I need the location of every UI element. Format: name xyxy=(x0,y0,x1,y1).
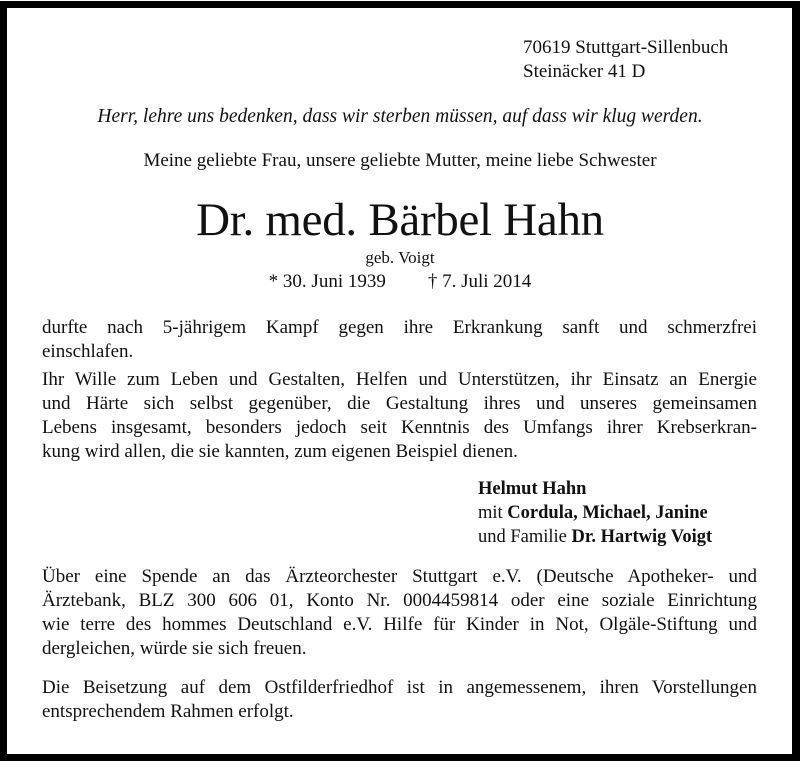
signer-sibling: Dr. Hartwig Voigt xyxy=(571,527,713,547)
text-line: kung wird allen, die sie kannten, zum eigenen Beispiel dienen. xyxy=(42,441,518,462)
signers-block xyxy=(478,477,712,549)
signer-line-2 xyxy=(478,501,712,525)
birth-date: * 30. Juni 1939 xyxy=(268,271,386,292)
address-block xyxy=(523,36,728,84)
maiden-name: geb. Voigt xyxy=(365,248,435,267)
text-line: wie terre des hommes Deutschland e.V. Hilfe für Kinder in Not, Olgäle-Stiftung und xyxy=(42,614,757,635)
paragraph-passing xyxy=(42,316,757,364)
intro-line: Meine geliebte Frau, unsere geliebte Mutter, meine liebe Schwester xyxy=(143,150,657,171)
death-date: † 7. Juli 2014 xyxy=(427,271,532,292)
text-line: entsprechendem Rahmen erfolgt. xyxy=(42,701,294,722)
signer-line-1 xyxy=(478,477,712,501)
signer-prefix: und Familie xyxy=(478,527,567,547)
text-line: Ihr Wille zum Leben und Gestalten, Helfen und Unterstützen, ihr Einsatz an Energie xyxy=(42,369,757,390)
text-line: Über eine Spende an das Ärzteorchester Stuttgart e.V. (Deutsche Apotheker- und xyxy=(42,566,757,587)
text-line: durfte nach 5-jährigem Kampf gegen ihre Erkrankung sanft und schmerzfrei xyxy=(42,317,757,338)
text-line: Ärztebank, BLZ 300 606 01, Konto Nr. 0004459814 oder eine soziale Einrichtung xyxy=(42,590,757,611)
text-line: und Härte sich selbst gegenüber, die Gestaltung ihres und unseres gemeinsamen xyxy=(42,393,757,414)
text-line: dergleichen, würde sie sich freuen. xyxy=(42,638,307,659)
text-line: einschlafen. xyxy=(42,341,134,362)
signer-children: Cordula, Michael, Janine xyxy=(507,503,708,523)
paragraph-burial xyxy=(42,676,757,724)
signer-spouse: Helmut Hahn xyxy=(478,479,587,499)
paragraph-tribute xyxy=(42,368,757,464)
deceased-name: Dr. med. Bärbel Hahn xyxy=(196,194,604,246)
signer-prefix: mit xyxy=(478,503,503,523)
text-line: Lebens insgesamt, besonders jedoch seit Kenntnis des Umfangs ihrer Krebserkran- xyxy=(42,417,757,438)
life-dates xyxy=(30,270,770,294)
address-line-street: Steinäcker 41 D xyxy=(523,61,646,82)
bible-verse-motto: Herr, lehre uns bedenken, dass wir sterben müssen, auf dass wir klug werden. xyxy=(97,106,703,127)
signer-line-3 xyxy=(478,525,712,549)
address-line-city: 70619 Stuttgart-Sillenbuch xyxy=(523,37,729,58)
paragraph-donation xyxy=(42,565,757,661)
text-line: Die Beisetzung auf dem Ostfilderfriedhof ist in angemessenem, ihren Vorstellungen xyxy=(42,677,757,698)
